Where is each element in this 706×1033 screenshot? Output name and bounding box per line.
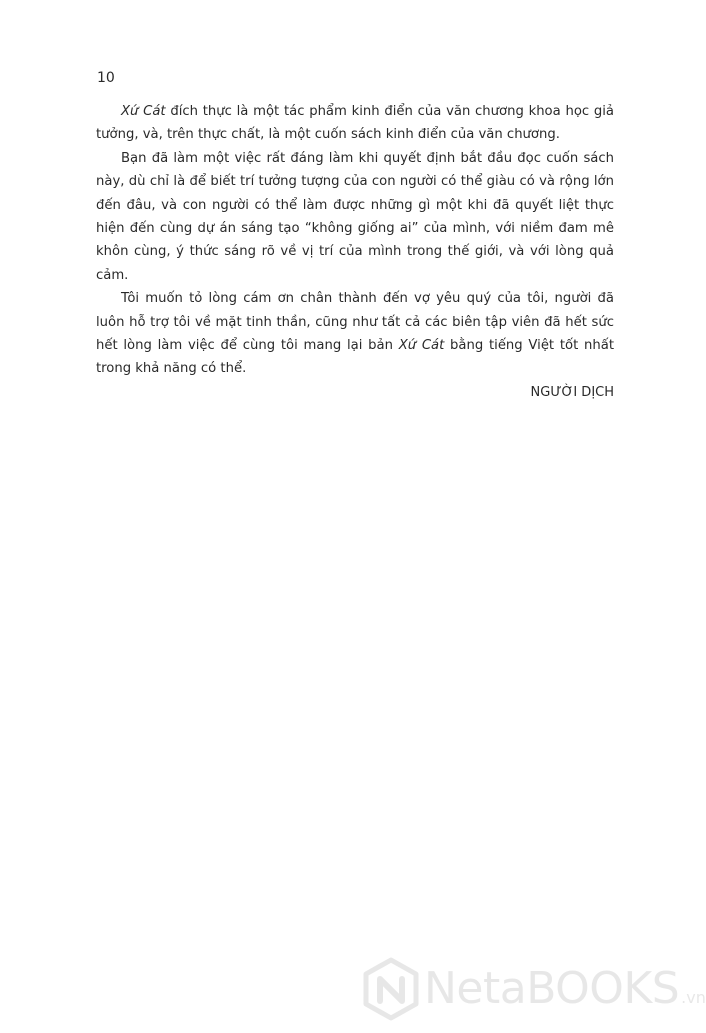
- paragraph-2: Bạn đã làm một việc rất đáng làm khi quyết định bắt đầu đọc cuốn sách này, dù chỉ là để biết trí tưởng tượng của con người có thể giàu có và rộng lớn đến đâu, và con người có thể làm được những gì một khi đã quyết liệt thực hiện đến cùng dự án sáng tạo “không giống ai” của mình, với niềm đam mê khôn cùng, ý thức sáng rõ về vị trí của mình trong thế giới, và với lòng quả cảm.: [96, 150, 614, 283]
- paragraph-3-text-before: Tôi muốn tỏ lòng cám ơn chân thành đến vợ yêu quý của tôi, người đã luôn hỗ trợ tôi về mặt tinh thần, cũng như tất cả các biên tập viên đã hết sức hết lòng làm việc để cùng tôi mang lại bản: [96, 291, 614, 354]
- paragraph-1: [96, 100, 614, 147]
- paragraph-1-text: đích thực là một tác phẩm kinh điển của văn chương khoa học giả tưởng, và, trên thực chất, là một cuốn sách kinh điển của văn chương.: [96, 104, 614, 143]
- page-number: 10: [97, 70, 115, 86]
- watermark-brand: NetaBOOKS: [424, 963, 680, 1014]
- netabooks-logo-icon: [362, 957, 420, 1021]
- watermark: [362, 957, 706, 1021]
- book-title: Xứ Cát: [398, 338, 445, 354]
- body-text: [96, 100, 614, 404]
- watermark-tld: .vn: [681, 988, 706, 1007]
- translator-signature: NGƯỜI DỊCH: [530, 384, 614, 400]
- book-title: Xứ Cát: [121, 104, 166, 119]
- paragraph-3: [96, 287, 614, 381]
- paragraph-3-text-after: bằng tiếng Việt tốt nhất trong khả năng có thể.: [96, 338, 614, 377]
